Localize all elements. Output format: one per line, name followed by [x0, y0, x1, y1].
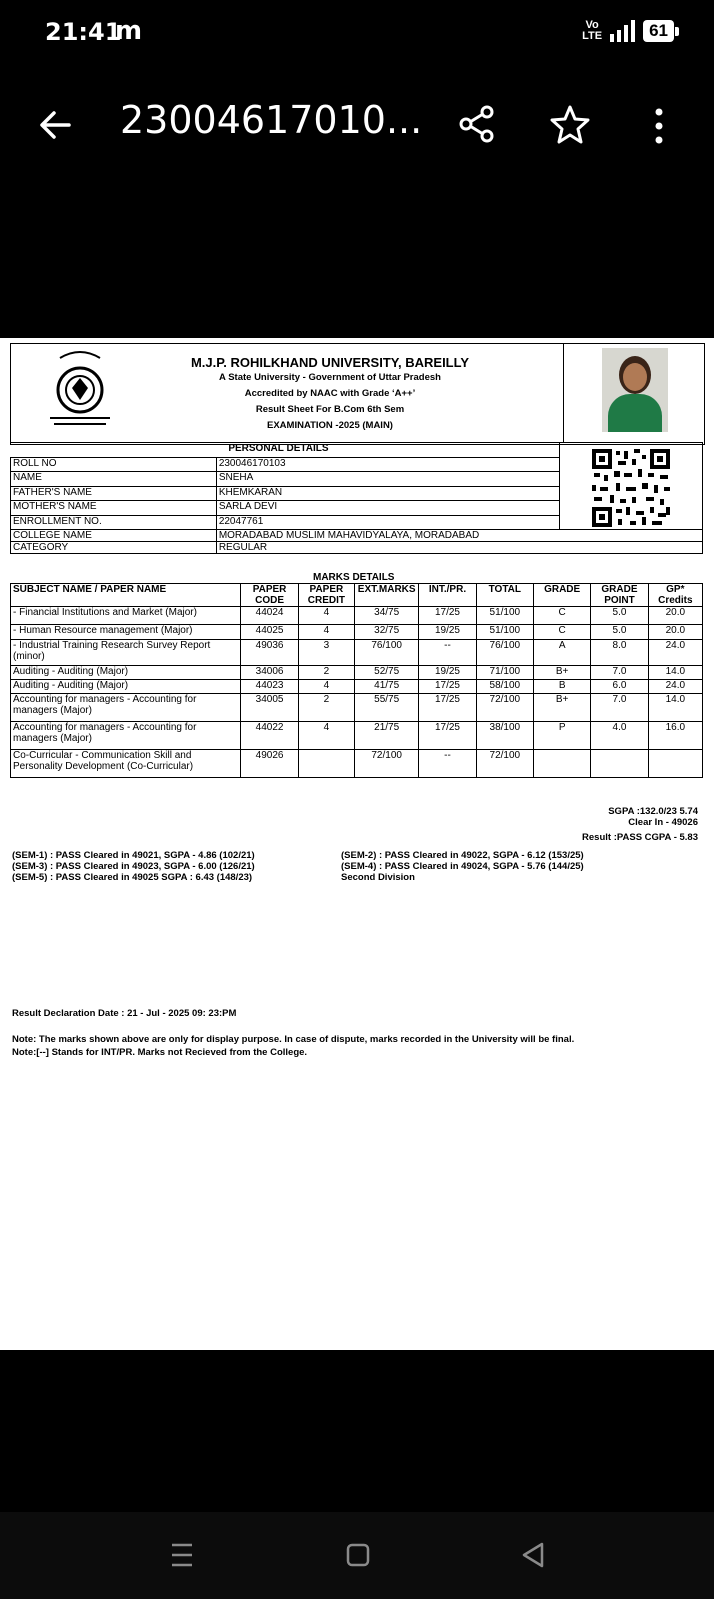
col-gp-credits: GP* Credits	[648, 584, 702, 607]
cell-grade-point	[591, 750, 648, 778]
cell-int-pr: 17/25	[419, 680, 476, 694]
division: Second Division	[341, 872, 415, 883]
clear-in: Clear In - 49026	[628, 817, 698, 828]
cell-gp-credits: 14.0	[648, 694, 702, 722]
cell-paper-credit: 4	[298, 722, 354, 750]
note-int-pr: Note:[--] Stands for INT/PR. Marks not Recieved from the College.	[12, 1047, 308, 1058]
college-value: MORADABAD MUSLIM MAHAVIDYALAYA, MORADABAD	[216, 530, 702, 542]
col-grade: GRADE	[533, 584, 590, 607]
result-sheet-title: Result Sheet For B.Com 6th Sem	[255, 404, 405, 415]
cell-gp-credits: 24.0	[648, 640, 702, 666]
result-declaration-date: Result Declaration Date : 21 - Jul - 2025 09: 23:PM	[12, 1008, 237, 1019]
accreditation: Accredited by NAAC with Grade ‘A++’	[244, 388, 416, 399]
cell-total: 58/100	[476, 680, 533, 694]
more-vert-icon[interactable]	[652, 106, 666, 146]
cell-gp-credits: 20.0	[648, 607, 702, 625]
mother-name-label: MOTHER'S NAME	[11, 501, 217, 516]
note-display: Note: The marks shown above are only for display purpose. In case of dispute, marks recorded in the University will be final.	[12, 1034, 575, 1045]
cell-paper-code: 49026	[241, 750, 298, 778]
name-value: SNEHA	[216, 472, 559, 487]
cell-int-pr: 19/25	[419, 666, 476, 680]
sem-3: (SEM-3) : PASS Cleared in 49023, SGPA - 6.00 (126/21)	[12, 861, 255, 872]
cell-subject: - Financial Institutions and Market (Major)	[11, 607, 241, 625]
table-row	[11, 750, 703, 778]
col-ext-marks: EXT.MARKS	[355, 584, 419, 607]
col-grade-point: GRADE POINT	[591, 584, 648, 607]
personal-details-header: PERSONAL DETAILS	[216, 443, 559, 458]
cell-paper-code: 44025	[241, 625, 298, 640]
cell-paper-code: 44023	[241, 680, 298, 694]
sem-5: (SEM-5) : PASS Cleared in 49025 SGPA : 6.43 (148/23)	[12, 872, 253, 883]
cell-grade: B+	[533, 694, 590, 722]
sem-1: (SEM-1) : PASS Cleared in 49021, SGPA - 4.86 (102/21)	[12, 850, 255, 861]
home-icon[interactable]	[346, 1543, 370, 1567]
cell-grade-point: 4.0	[591, 722, 648, 750]
cell-grade-point: 8.0	[591, 640, 648, 666]
cell-ext-marks: 55/75	[355, 694, 419, 722]
mother-name-value: SARLA DEVI	[216, 501, 559, 516]
cell-paper-code: 34005	[241, 694, 298, 722]
navigation-bar	[0, 1512, 714, 1599]
cell-gp-credits: 14.0	[648, 666, 702, 680]
back-icon[interactable]	[521, 1542, 545, 1568]
cell-total: 51/100	[476, 625, 533, 640]
cell-grade-point: 7.0	[591, 694, 648, 722]
star-icon[interactable]	[550, 104, 590, 144]
cell-grade: A	[533, 640, 590, 666]
student-photo	[602, 348, 668, 432]
cell-gp-credits: 20.0	[648, 625, 702, 640]
table-row	[11, 640, 703, 666]
cell-grade: C	[533, 607, 590, 625]
result-cgpa: Result :PASS CGPA - 5.83	[582, 832, 698, 843]
back-arrow-icon[interactable]	[38, 108, 72, 142]
cell-ext-marks: 72/100	[355, 750, 419, 778]
table-row	[11, 722, 703, 750]
sgpa: SGPA :132.0/23 5.74	[608, 806, 698, 817]
cell-paper-credit: 3	[298, 640, 354, 666]
cell-paper-credit: 2	[298, 694, 354, 722]
father-name-value: KHEMKARAN	[216, 486, 559, 501]
cell-ext-marks: 76/100	[355, 640, 419, 666]
cell-paper-code: 34006	[241, 666, 298, 680]
cell-grade-point: 6.0	[591, 680, 648, 694]
cell-grade	[533, 750, 590, 778]
marks-table	[10, 583, 703, 778]
col-subject: SUBJECT NAME / PAPER NAME	[11, 584, 241, 607]
cell-ext-marks: 21/75	[355, 722, 419, 750]
cell-grade-point: 5.0	[591, 607, 648, 625]
cell-subject: Accounting for managers - Accounting for managers (Major)	[11, 722, 241, 750]
cell-subject: - Human Resource management (Major)	[11, 625, 241, 640]
cell-total: 51/100	[476, 607, 533, 625]
result-sheet	[0, 338, 714, 1350]
examination: EXAMINATION -2025 (MAIN)	[267, 420, 393, 431]
roll-no-value: 230046170103	[216, 457, 559, 472]
cell-subject: - Industrial Training Research Survey Report (minor)	[11, 640, 241, 666]
qr-code	[559, 443, 702, 530]
cell-paper-credit: 2	[298, 666, 354, 680]
cell-paper-code: 44022	[241, 722, 298, 750]
volte-icon: Vo LTE	[582, 19, 603, 42]
cell-subject: Co-Curricular - Communication Skill and Personality Development (Co-Curricular)	[11, 750, 241, 778]
cell-ext-marks: 34/75	[355, 607, 419, 625]
cell-gp-credits: 24.0	[648, 680, 702, 694]
cell-total: 71/100	[476, 666, 533, 680]
col-paper-code: PAPER CODE	[241, 584, 298, 607]
share-icon[interactable]	[457, 104, 497, 144]
status-time: 21:41	[45, 18, 122, 46]
cell-grade: B	[533, 680, 590, 694]
cell-int-pr: 19/25	[419, 625, 476, 640]
category-value: REGULAR	[216, 542, 702, 554]
cell-gp-credits	[648, 750, 702, 778]
university-name: M.J.P. ROHILKHAND UNIVERSITY, BAREILLY	[190, 355, 470, 370]
table-row	[11, 666, 703, 680]
marks-details-header: MARKS DETAILS	[313, 572, 395, 583]
carrier-icon: m	[115, 16, 143, 46]
recents-icon[interactable]	[170, 1542, 194, 1568]
enrollment-label: ENROLLMENT NO.	[11, 515, 217, 530]
col-paper-credit: PAPER CREDIT	[298, 584, 354, 607]
father-name-label: FATHER'S NAME	[11, 486, 217, 501]
cell-paper-credit: 4	[298, 625, 354, 640]
personal-details-table	[10, 442, 703, 554]
cell-total: 72/100	[476, 694, 533, 722]
cell-ext-marks: 52/75	[355, 666, 419, 680]
cell-paper-credit	[298, 750, 354, 778]
cell-int-pr: 17/25	[419, 722, 476, 750]
cell-int-pr: --	[419, 750, 476, 778]
col-int-pr: INT./PR.	[419, 584, 476, 607]
col-total: TOTAL	[476, 584, 533, 607]
cell-subject: Auditing - Auditing (Major)	[11, 680, 241, 694]
sem-4: (SEM-4) : PASS Cleared in 49024, SGPA - 5.76 (144/25)	[341, 861, 584, 872]
cell-grade: C	[533, 625, 590, 640]
university-logo	[40, 348, 120, 428]
cell-ext-marks: 41/75	[355, 680, 419, 694]
cell-grade-point: 7.0	[591, 666, 648, 680]
table-row	[11, 625, 703, 640]
table-row	[11, 607, 703, 625]
college-label: COLLEGE NAME	[11, 530, 217, 542]
app-bar	[0, 80, 714, 170]
status-bar	[0, 0, 714, 70]
cell-int-pr: 17/25	[419, 694, 476, 722]
cell-gp-credits: 16.0	[648, 722, 702, 750]
cell-subject: Auditing - Auditing (Major)	[11, 666, 241, 680]
cell-subject: Accounting for managers - Accounting for managers (Major)	[11, 694, 241, 722]
cell-int-pr: 17/25	[419, 607, 476, 625]
cell-paper-code: 44024	[241, 607, 298, 625]
category-label: CATEGORY	[11, 542, 217, 554]
university-subtitle: A State University - Government of Uttar Pradesh	[219, 372, 441, 383]
signal-icon	[610, 20, 635, 42]
roll-no-label: ROLL NO	[11, 457, 217, 472]
document-title: 23004617010...	[120, 98, 423, 142]
battery-icon: 61	[643, 20, 674, 42]
cell-total: 72/100	[476, 750, 533, 778]
name-label: NAME	[11, 472, 217, 487]
cell-total: 76/100	[476, 640, 533, 666]
enrollment-value: 22047761	[216, 515, 559, 530]
cell-ext-marks: 32/75	[355, 625, 419, 640]
cell-int-pr: --	[419, 640, 476, 666]
cell-grade-point: 5.0	[591, 625, 648, 640]
cell-paper-credit: 4	[298, 680, 354, 694]
cell-grade: P	[533, 722, 590, 750]
cell-paper-credit: 4	[298, 607, 354, 625]
cell-total: 38/100	[476, 722, 533, 750]
table-row	[11, 694, 703, 722]
cell-paper-code: 49036	[241, 640, 298, 666]
cell-grade: B+	[533, 666, 590, 680]
sem-2: (SEM-2) : PASS Cleared in 49022, SGPA - 6.12 (153/25)	[341, 850, 584, 861]
table-row	[11, 680, 703, 694]
